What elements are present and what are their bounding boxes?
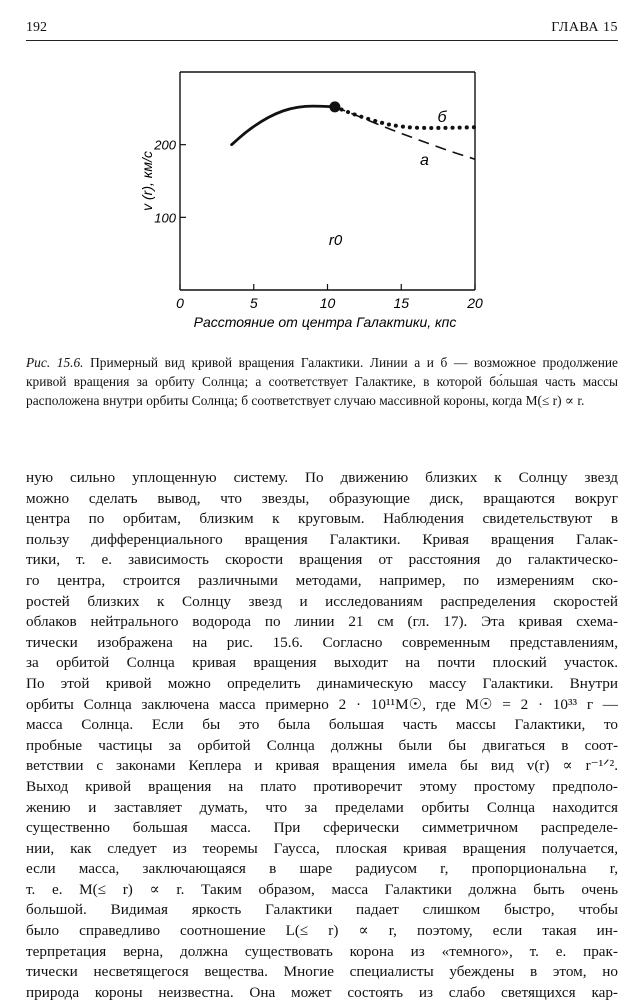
text-line: ветствии с законами Кеплера и кривая вращения имела бы вид v(r) ∝ r⁻¹ᐟ². (26, 757, 618, 775)
text-line: за орбитой Солнца кривая вращения выходит на почти плоский участок. (26, 654, 618, 672)
text-line: терпретация верна, должна существовать корона из «темного», т. е. прак- (26, 942, 618, 960)
sun-orbit-label: r0 (328, 231, 343, 249)
x-tick-label: 0 (176, 295, 184, 311)
x-axis-label: Расстояние от центра Галактики, кпс (193, 314, 457, 330)
y-tick-label: 200 (154, 137, 176, 153)
y-axis-label: v (r), км/с (139, 151, 155, 211)
text-line: пробные частицы за орбитой Солнца должны были бы двигаться в соот- (26, 736, 618, 754)
x-tick-label: 5 (249, 295, 258, 311)
text-line: Выход кривой вращения на плато противоречит этому простому предполо- (26, 777, 618, 795)
text-line: можно сделать вывод, что звезды, образующие диск, вращаются вокруг (26, 489, 618, 507)
chapter-title: ГЛАВА 15 (551, 20, 618, 35)
text-line: нии, как следует из теоремы Гаусса, плоская кривая вращения получается, (26, 839, 618, 857)
text-line: было справедливо соотношение L(≤ r) ∝ r, поэтому, если такая ин- (26, 922, 618, 940)
page-number: 192 (26, 20, 47, 35)
text-line: природа короны неизвестна. Она может состоять из слабо светящихся кар- (26, 983, 618, 1001)
figure-caption (26, 353, 618, 410)
series-б (335, 107, 475, 128)
series-observed (232, 106, 335, 145)
text-line: ростей близких к Солнцу звезд и исследованиям распределения скоростей (26, 592, 618, 610)
body-text (26, 468, 618, 1003)
text-line: тики, т. е. зависимость скорости вращения от расстояния до галактическо- (26, 551, 618, 569)
rotation-curve-figure (139, 62, 490, 352)
x-tick-label: 15 (393, 295, 410, 311)
text-line: центра по орбитам, близким к круговым. Наблюдения свидетельствуют в (26, 510, 618, 528)
text-line: если масса, заключающаяся в шаре радиусом r, пропорциональна r, (26, 860, 618, 878)
text-line: орбиты Солнца заключена масса примерно 2 · 10¹¹M☉, где M☉ = 2 · 10³³ г — (26, 695, 618, 713)
curve-label-a: а (420, 151, 429, 169)
caption-text: Примерный вид кривой вращения Галактики. Линии а и б — возможное продолжение кривой вращения за орбиту Солнца; а соответствует Галактике, в которой бо́льшая часть массы расположена внутри орбиты Солнца; б соответствует случаю массивной короны, когда M(≤ r) ∝ r. (26, 355, 618, 408)
text-line: го центра, строится различными методами, например, по измерениям ско- (26, 571, 618, 589)
text-line: пользу дифференциального вращения Галактики. Кривая вращения Галак- (26, 530, 618, 548)
text-line: облаков нейтрального водорода по линии 21 см (гл. 17). Эта кривая схема- (26, 613, 618, 631)
caption-label: Рис. 15.6. (26, 355, 84, 370)
y-tick-label: 100 (154, 210, 176, 226)
text-line: т. е. M(≤ r) ∝ r. Таким образом, масса Галактики должна быть очень (26, 880, 618, 898)
text-line: ную сильно уплощенную систему. По движению близких к Солнцу звезд (26, 469, 618, 486)
text-line: существенно большая масса. При сферически симметричном распределе- (26, 819, 618, 837)
text-line: жению и заставляет думать, что за пределами орбиты Солнца находится (26, 798, 618, 816)
page-header (26, 18, 618, 41)
x-tick-label: 20 (467, 295, 483, 311)
text-line: тически изображена на рис. 15.6. Согласно современным представлениям, (26, 633, 618, 651)
text-line: масса Солнца. Если бы это была большая часть массы Галактики, то (26, 716, 618, 734)
text-line: По этой кривой можно определить динамическую массу Галактики. Внутри (26, 674, 618, 692)
rotation-curve-chart (139, 62, 490, 352)
sun-position-marker (329, 101, 340, 112)
text-line: тически несветящегося вещества. Многие специалисты убеждены в этом, но (26, 963, 618, 981)
text-line: большой. Видимая яркость Галактики падает слишком быстро, чтобы (26, 901, 618, 919)
x-tick-label: 10 (319, 295, 336, 311)
curve-label-b: б (437, 108, 447, 126)
